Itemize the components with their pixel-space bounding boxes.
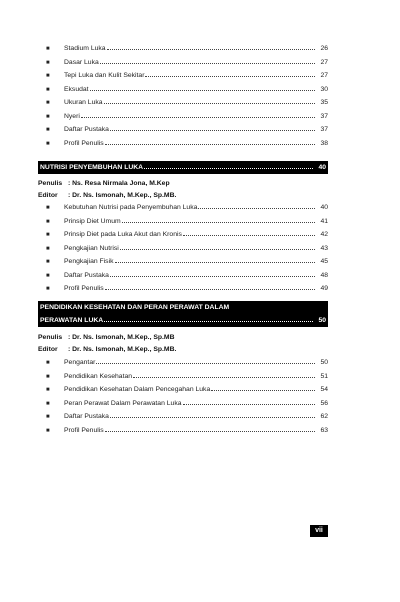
list-item[interactable] <box>46 255 328 269</box>
square-bullet-icon: ■ <box>46 245 50 252</box>
entry-title: Peran Perawat Dalam Perawatan Luka <box>64 399 182 407</box>
entry-page: 41 <box>320 217 328 225</box>
list-item[interactable] <box>46 397 328 411</box>
editor-name: : Dr. Ns. Ismonah, M.Kep., Sp.MB. <box>68 192 177 199</box>
dot-leader <box>144 168 313 169</box>
list-item[interactable] <box>46 42 328 56</box>
dot-leader <box>81 117 315 118</box>
entry-page: 51 <box>320 372 328 380</box>
dot-leader <box>110 130 315 131</box>
square-bullet-icon: ■ <box>46 373 50 380</box>
dot-leader <box>90 90 315 91</box>
list-item[interactable] <box>46 228 328 242</box>
chapter-title-line2: PERAWATAN LUKA <box>40 317 104 324</box>
square-bullet-icon: ■ <box>46 73 50 79</box>
square-bullet-icon: ■ <box>46 100 50 106</box>
square-bullet-icon: ■ <box>46 205 50 211</box>
square-bullet-icon: ■ <box>46 140 50 147</box>
entry-page: 50 <box>320 359 328 366</box>
list-item[interactable] <box>46 424 328 438</box>
editor-name: : Dr. Ns. Ismonah, M.Kep., Sp.MB. <box>68 346 177 353</box>
list-item[interactable] <box>46 215 328 229</box>
chapter-page: 40 <box>318 164 326 171</box>
list-item[interactable] <box>46 410 328 424</box>
entry-page: 37 <box>320 126 328 133</box>
entry-title: Nyeri <box>64 112 80 120</box>
entry-page: 40 <box>320 204 328 211</box>
square-bullet-icon: ■ <box>46 259 50 265</box>
entry-page: 43 <box>320 244 328 252</box>
dot-leader <box>110 276 315 277</box>
dot-leader <box>105 144 315 145</box>
dot-leader <box>110 417 315 418</box>
entry-page: 45 <box>320 258 328 265</box>
entry-page: 26 <box>320 45 328 52</box>
editor-line <box>38 344 328 356</box>
list-item[interactable] <box>46 83 328 97</box>
editor-label: Editor <box>38 192 58 199</box>
entry-page: 62 <box>320 413 328 420</box>
dot-leader <box>183 404 316 405</box>
author-label: Penulis <box>38 180 63 187</box>
list-item[interactable] <box>46 123 328 137</box>
list-item[interactable] <box>46 370 328 384</box>
list-item[interactable] <box>46 56 328 70</box>
entry-title: Daftar Pustaka <box>64 126 109 133</box>
list-item[interactable] <box>46 242 328 256</box>
entry-page: 30 <box>320 85 328 93</box>
toc-list-nutrisi <box>46 201 328 296</box>
square-bullet-icon: ■ <box>46 127 50 133</box>
entry-title: Eksudat <box>64 85 89 93</box>
entry-page: 27 <box>320 72 328 79</box>
dot-leader <box>104 321 313 322</box>
dot-leader <box>122 222 315 223</box>
chapter-title-line1: PENDIDIKAN KESEHATAN DAN PERAN PERAWAT DALAM <box>40 304 230 311</box>
square-bullet-icon: ■ <box>46 272 50 279</box>
entry-title: Daftar Pustaka <box>64 413 109 420</box>
dot-leader <box>105 289 315 290</box>
entry-title: Profil Penulis <box>64 139 104 147</box>
dot-leader <box>183 235 315 236</box>
list-item[interactable] <box>46 69 328 83</box>
entry-page: 42 <box>320 231 328 238</box>
entry-page: 54 <box>320 386 328 393</box>
square-bullet-icon: ■ <box>46 387 50 393</box>
entry-page: 49 <box>320 285 328 292</box>
square-bullet-icon: ■ <box>46 59 50 66</box>
entry-title: Profil Penulis <box>64 285 104 292</box>
entry-title: Prinsip Diet Umum <box>64 217 121 225</box>
square-bullet-icon: ■ <box>46 400 50 407</box>
square-bullet-icon: ■ <box>46 414 50 420</box>
entry-title: Prinsip Diet pada Luka Akut dan Kronis <box>64 231 182 238</box>
entry-title: Ukuran Luka <box>64 99 103 106</box>
chapter-heading-nutrisi[interactable] <box>38 161 328 174</box>
dot-leader <box>120 249 315 250</box>
dot-leader <box>100 63 315 64</box>
dot-leader <box>105 431 315 432</box>
entry-title: Kebutuhan Nutrisi pada Penyembuhan Luka <box>64 204 198 211</box>
author-label: Penulis <box>38 334 63 341</box>
list-item[interactable] <box>46 383 328 397</box>
author-name: : Dr. Ns. Ismonah, M.Kep., Sp.MB <box>68 334 175 341</box>
dot-leader <box>133 377 315 378</box>
dot-leader <box>115 262 316 263</box>
dot-leader <box>198 208 315 209</box>
chapter-title: NUTRISI PENYEMBUHAN LUKA <box>40 164 144 171</box>
editor-label: Editor <box>38 346 58 353</box>
list-item[interactable] <box>46 110 328 124</box>
toc-list-pendidikan <box>46 356 328 437</box>
entry-page: 37 <box>320 112 328 120</box>
square-bullet-icon: ■ <box>46 360 50 366</box>
entry-title: Pengantar <box>64 359 96 366</box>
dot-leader <box>145 76 315 77</box>
entry-title: Tepi Luka dan Kulit Sekitar <box>64 72 145 79</box>
entry-title: Dasar Luka <box>64 58 99 66</box>
list-item[interactable] <box>46 201 328 215</box>
dot-leader <box>211 390 315 391</box>
entry-title: Pendidikan Kesehatan <box>64 372 133 380</box>
list-item[interactable] <box>46 137 328 151</box>
entry-title: Stadium Luka <box>64 45 106 52</box>
dot-leader <box>104 103 315 104</box>
square-bullet-icon: ■ <box>46 46 50 52</box>
page-number-badge: vii <box>310 525 328 537</box>
list-item[interactable] <box>46 96 328 110</box>
entry-title: Pengkajian Nutrisi <box>64 244 119 252</box>
dot-leader <box>107 49 315 50</box>
list-item[interactable] <box>46 269 328 283</box>
list-item[interactable] <box>46 356 328 370</box>
square-bullet-icon: ■ <box>46 427 50 434</box>
square-bullet-icon: ■ <box>46 218 50 225</box>
square-bullet-icon: ■ <box>46 113 50 120</box>
list-item[interactable] <box>46 282 328 296</box>
square-bullet-icon: ■ <box>46 286 50 292</box>
entry-page: 27 <box>320 58 328 66</box>
entry-page: 56 <box>320 399 328 407</box>
entry-page: 35 <box>320 99 328 106</box>
entry-title: Pengkajian Fisik <box>64 258 114 265</box>
square-bullet-icon: ■ <box>46 232 50 238</box>
entry-title: Pendidikan Kesehatan Dalam Pencegahan Luka <box>64 386 211 393</box>
chapter-heading-pendidikan[interactable] <box>38 301 328 327</box>
entry-page: 48 <box>320 271 328 279</box>
dot-leader <box>96 363 315 364</box>
entry-title: Profil Penulis <box>64 426 104 434</box>
author-line <box>38 178 328 190</box>
author-line <box>38 332 328 344</box>
square-bullet-icon: ■ <box>46 86 50 93</box>
entry-page: 38 <box>320 139 328 147</box>
entry-page: 63 <box>320 426 328 434</box>
author-name: : Ns. Resa Nirmala Jona, M.Kep <box>68 180 170 187</box>
chapter-page: 50 <box>318 317 326 324</box>
toc-list-top <box>46 42 328 150</box>
entry-title: Daftar Pustaka <box>64 271 109 279</box>
